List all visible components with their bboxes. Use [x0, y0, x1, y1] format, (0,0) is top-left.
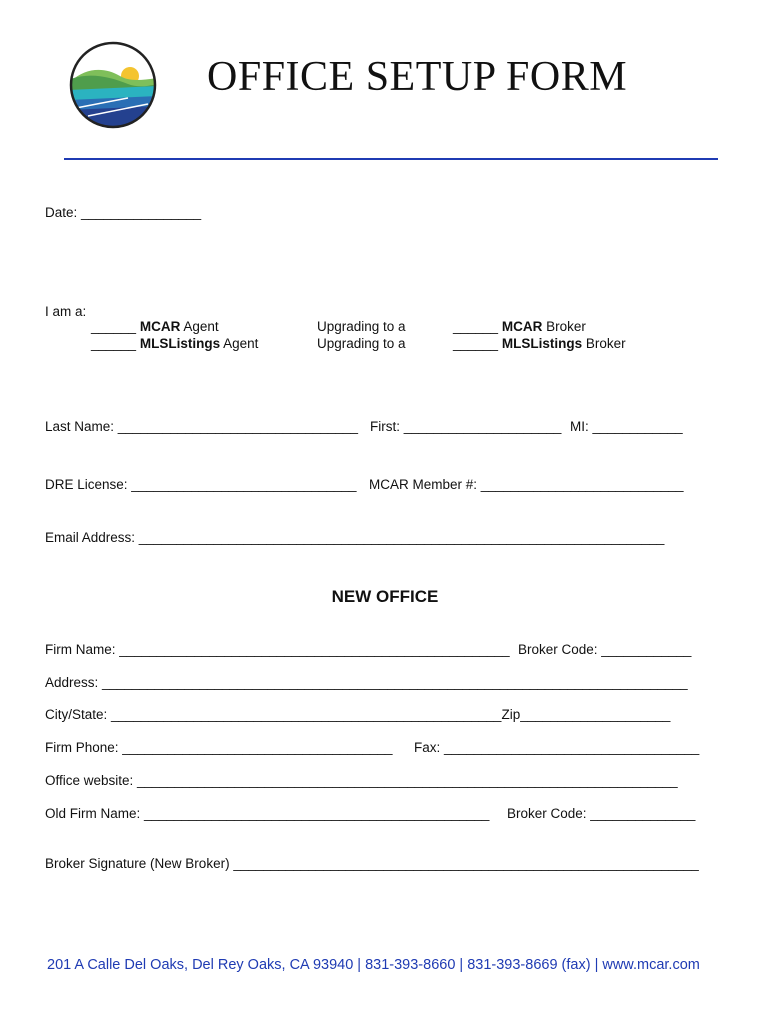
role-mcar-broker-option[interactable]	[453, 319, 586, 335]
email-field[interactable]: Email Address: ______________________________________________________________________	[45, 530, 665, 545]
role-blank[interactable]: ______	[91, 336, 137, 351]
last-name-field[interactable]: Last Name: ________________________________	[45, 419, 359, 434]
role-mls-broker-option[interactable]	[453, 336, 626, 352]
role-blank[interactable]: ______	[453, 336, 499, 351]
header-divider	[64, 158, 718, 160]
old-broker-code-field[interactable]: Broker Code: ______________	[507, 806, 696, 821]
agent-label: Agent	[180, 319, 219, 334]
role-label: I am a:	[45, 304, 87, 319]
agent-label: Agent	[220, 336, 259, 351]
broker-label: Broker	[582, 336, 626, 351]
role-blank[interactable]: ______	[453, 319, 499, 334]
form-title: OFFICE SETUP FORM	[207, 54, 628, 100]
upgrading-label: Upgrading to a	[317, 319, 406, 334]
date-field[interactable]: Date: ________________	[45, 205, 202, 220]
address-field[interactable]: Address: ______________________________________________________________________________	[45, 675, 688, 690]
mcar-member-field[interactable]: MCAR Member #: ___________________________	[369, 477, 684, 492]
broker-code-field[interactable]: Broker Code: ____________	[518, 642, 692, 657]
new-office-heading: NEW OFFICE	[331, 587, 439, 606]
mcar-logo	[68, 40, 158, 130]
role-mcar-agent-option[interactable]	[91, 319, 219, 335]
firm-phone-field[interactable]: Firm Phone: ____________________________________	[45, 740, 393, 755]
office-website-field[interactable]: Office website: ________________________________________________________________________	[45, 773, 678, 788]
role-mls-agent-option[interactable]	[91, 336, 258, 352]
dre-license-field[interactable]: DRE License: ______________________________	[45, 477, 357, 492]
footer-contact: 201 A Calle Del Oaks, Del Rey Oaks, CA 93940 | 831-393-8660 | 831-393-8669 (fax) | www.mcar.com	[47, 957, 700, 973]
broker-signature-field[interactable]: Broker Signature (New Broker) ______________________________________________________________	[45, 856, 699, 871]
mlslistings-label: MLSListings	[139, 336, 221, 351]
city-state-zip-field[interactable]: City/State: ____________________________________________________Zip____________________	[45, 707, 671, 722]
upgrading-label: Upgrading to a	[317, 336, 406, 351]
first-name-field[interactable]: First: _____________________	[370, 419, 562, 434]
mcar-label: MCAR	[501, 319, 543, 334]
fax-field[interactable]: Fax: __________________________________	[414, 740, 700, 755]
broker-label: Broker	[542, 319, 586, 334]
role-blank[interactable]: ______	[91, 319, 137, 334]
mcar-label: MCAR	[139, 319, 181, 334]
firm-name-field[interactable]: Firm Name: ____________________________________________________	[45, 642, 510, 657]
middle-initial-field[interactable]: MI: ____________	[570, 419, 683, 434]
old-firm-name-field[interactable]: Old Firm Name: ______________________________________________	[45, 806, 490, 821]
mlslistings-label: MLSListings	[501, 336, 583, 351]
